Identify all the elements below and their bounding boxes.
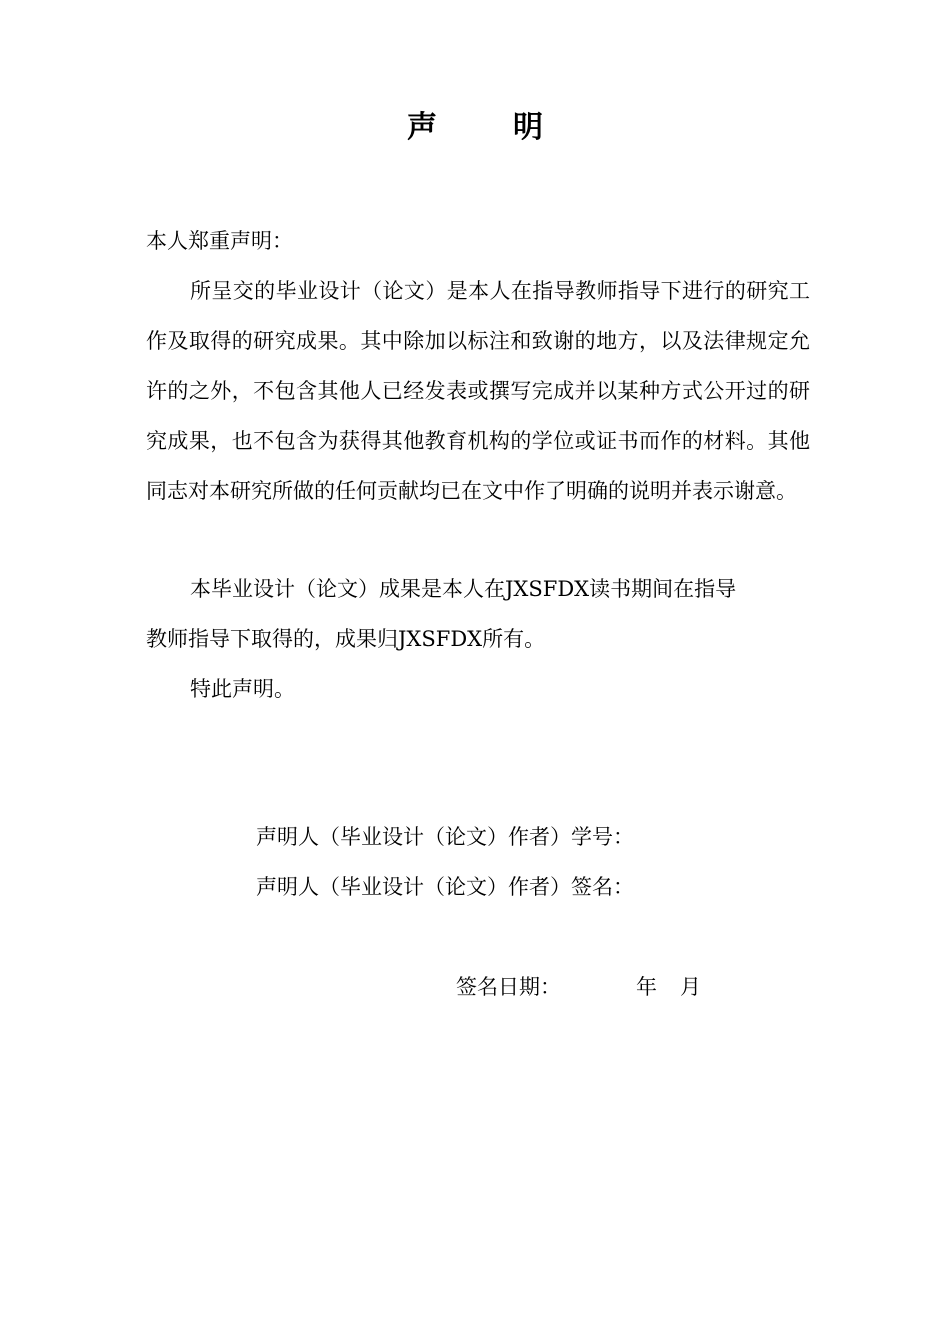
signature-year-label: 年 bbox=[636, 975, 657, 999]
title-part-2: 明 bbox=[513, 110, 543, 145]
signature-month-label: 月 bbox=[680, 975, 701, 999]
paragraph-ownership-line-2: 教师指导下取得的，成果归JXSFDX所有。 bbox=[146, 627, 546, 651]
title-part-1: 声 bbox=[407, 110, 437, 145]
paragraph-originality: 所呈交的毕业设计（论文）是本人在指导教师指导下进行的研究工作及取得的研究成果。其中除加以标注和致谢的地方，以及法律规定允许的之外，不包含其他人已经发表或撰写完成并以某种方式公开过的研究成果，也不包含为获得其他教育机构的学位或证书而作的材料。其他同志对本研究所做的任何贡献均已在文中作了明确的说明并表示谢意。 bbox=[146, 279, 810, 503]
signature-student-id-label: 声明人（毕业设计（论文）作者）学号： bbox=[256, 825, 634, 849]
signature-date-label: 签名日期： bbox=[456, 975, 561, 999]
page-title bbox=[0, 106, 950, 150]
paragraph-ownership-line-1: 本毕业设计（论文）成果是本人在JXSFDX读书期间在指导 bbox=[190, 577, 737, 601]
intro-line: 本人郑重声明： bbox=[146, 229, 293, 253]
signature-name-label: 声明人（毕业设计（论文）作者）签名： bbox=[256, 875, 634, 899]
closing-line: 特此声明。 bbox=[190, 677, 295, 701]
